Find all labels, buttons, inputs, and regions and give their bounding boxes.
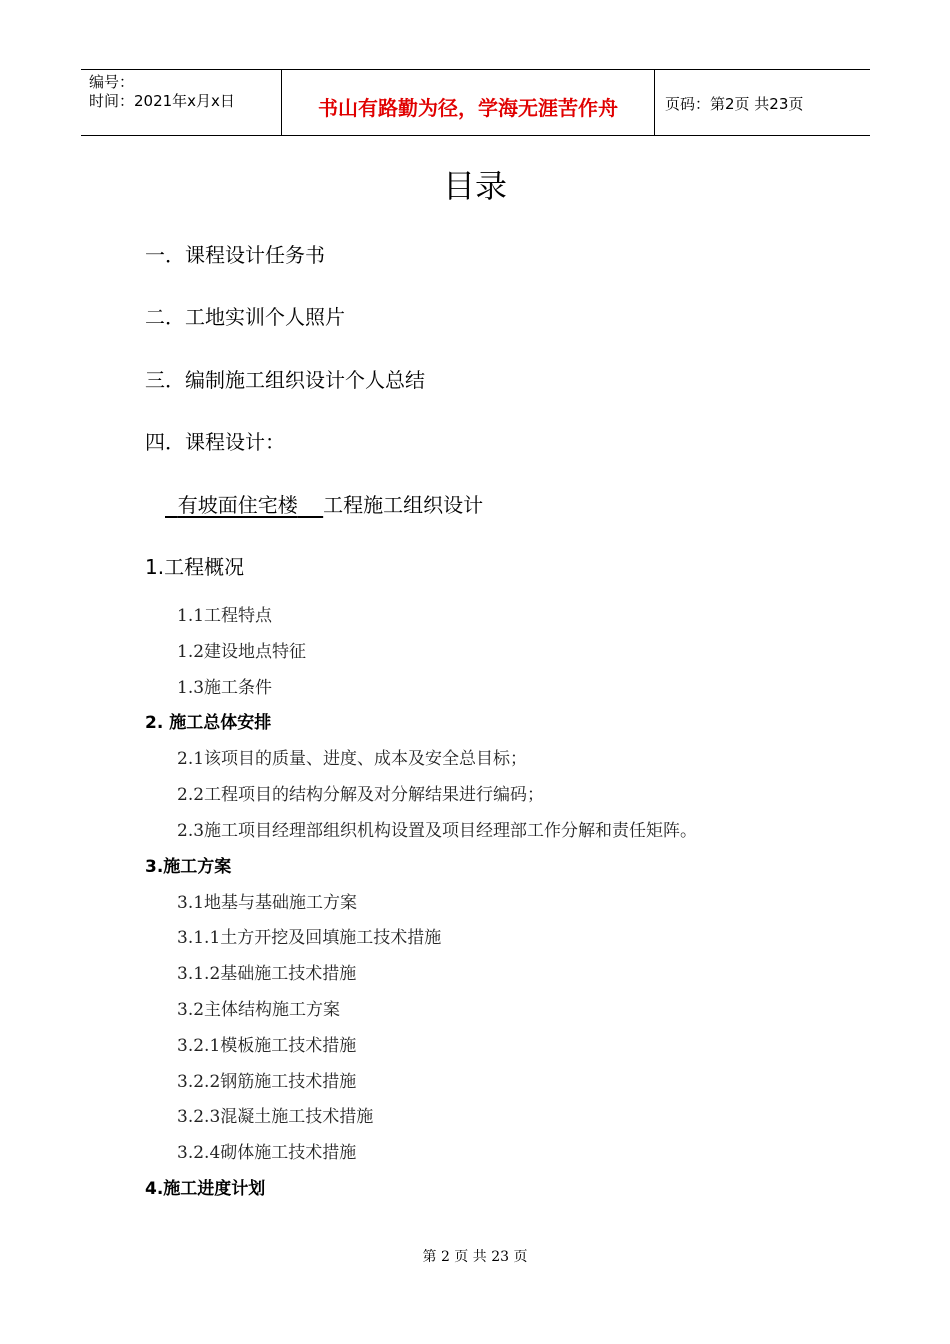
toc-main-item-1: 一．课程设计任务书 [145, 243, 325, 267]
page-info: 页码：第2页 共23页 [665, 95, 804, 113]
toc-main-item-3: 三．编制施工组织设计个人总结 [145, 368, 425, 392]
motto-text: 书山有路勤为径，学海无涯苦作舟 [318, 96, 618, 120]
section-3-1: 3.1地基与基础施工方案 [177, 893, 358, 913]
section-1-1: 1.1工程特点 [177, 606, 273, 626]
section-3-2-3: 3.2.3混凝土施工技术措施 [177, 1107, 374, 1127]
section-2: 2. 施工总体安排 [145, 713, 272, 733]
project-name: 有坡面住宅楼 [177, 493, 298, 517]
section-3-1-2: 3.1.2基础施工技术措施 [177, 964, 357, 984]
header-middle-cell [282, 70, 655, 135]
number-label: 编号： [89, 73, 135, 91]
section-2-3: 2.3施工项目经理部组织机构设置及项目经理部工作分解和责任矩阵。 [177, 821, 698, 841]
page-title: 目录 [442, 167, 507, 205]
section-3-2-4: 3.2.4砌体施工技术措施 [177, 1143, 357, 1163]
header-left-cell [81, 70, 282, 135]
date-label: 时间：2021年x月x日 [89, 92, 235, 110]
section-2-2: 2.2工程项目的结构分解及对分解结果进行编码； [177, 785, 545, 805]
section-3-2-2: 3.2.2钢筋施工技术措施 [177, 1072, 357, 1092]
header-table [81, 69, 870, 136]
section-3-2: 3.2主体结构施工方案 [177, 1000, 341, 1020]
project-suffix: 工程施工组织设计 [323, 493, 484, 517]
toc-main-item-2: 二．工地实训个人照片 [145, 305, 345, 329]
page-footer: 第 2 页 共 23 页 [422, 1249, 528, 1265]
section-3: 3.施工方案 [145, 857, 232, 877]
section-1: 1.工程概况 [145, 555, 245, 579]
section-1-3: 1.3施工条件 [177, 678, 273, 698]
header-right-cell [655, 70, 870, 135]
section-3-2-1: 3.2.1模板施工技术措施 [177, 1036, 357, 1056]
section-1-2: 1.2建设地点特征 [177, 642, 307, 662]
toc-main-item-4: 四．课程设计： [145, 430, 285, 454]
section-2-1: 2.1该项目的质量、进度、成本及安全总目标； [177, 749, 528, 769]
section-3-1-1: 3.1.1土方开挖及回填施工技术措施 [177, 928, 442, 948]
section-4: 4.施工进度计划 [145, 1179, 266, 1199]
project-title [165, 491, 483, 519]
